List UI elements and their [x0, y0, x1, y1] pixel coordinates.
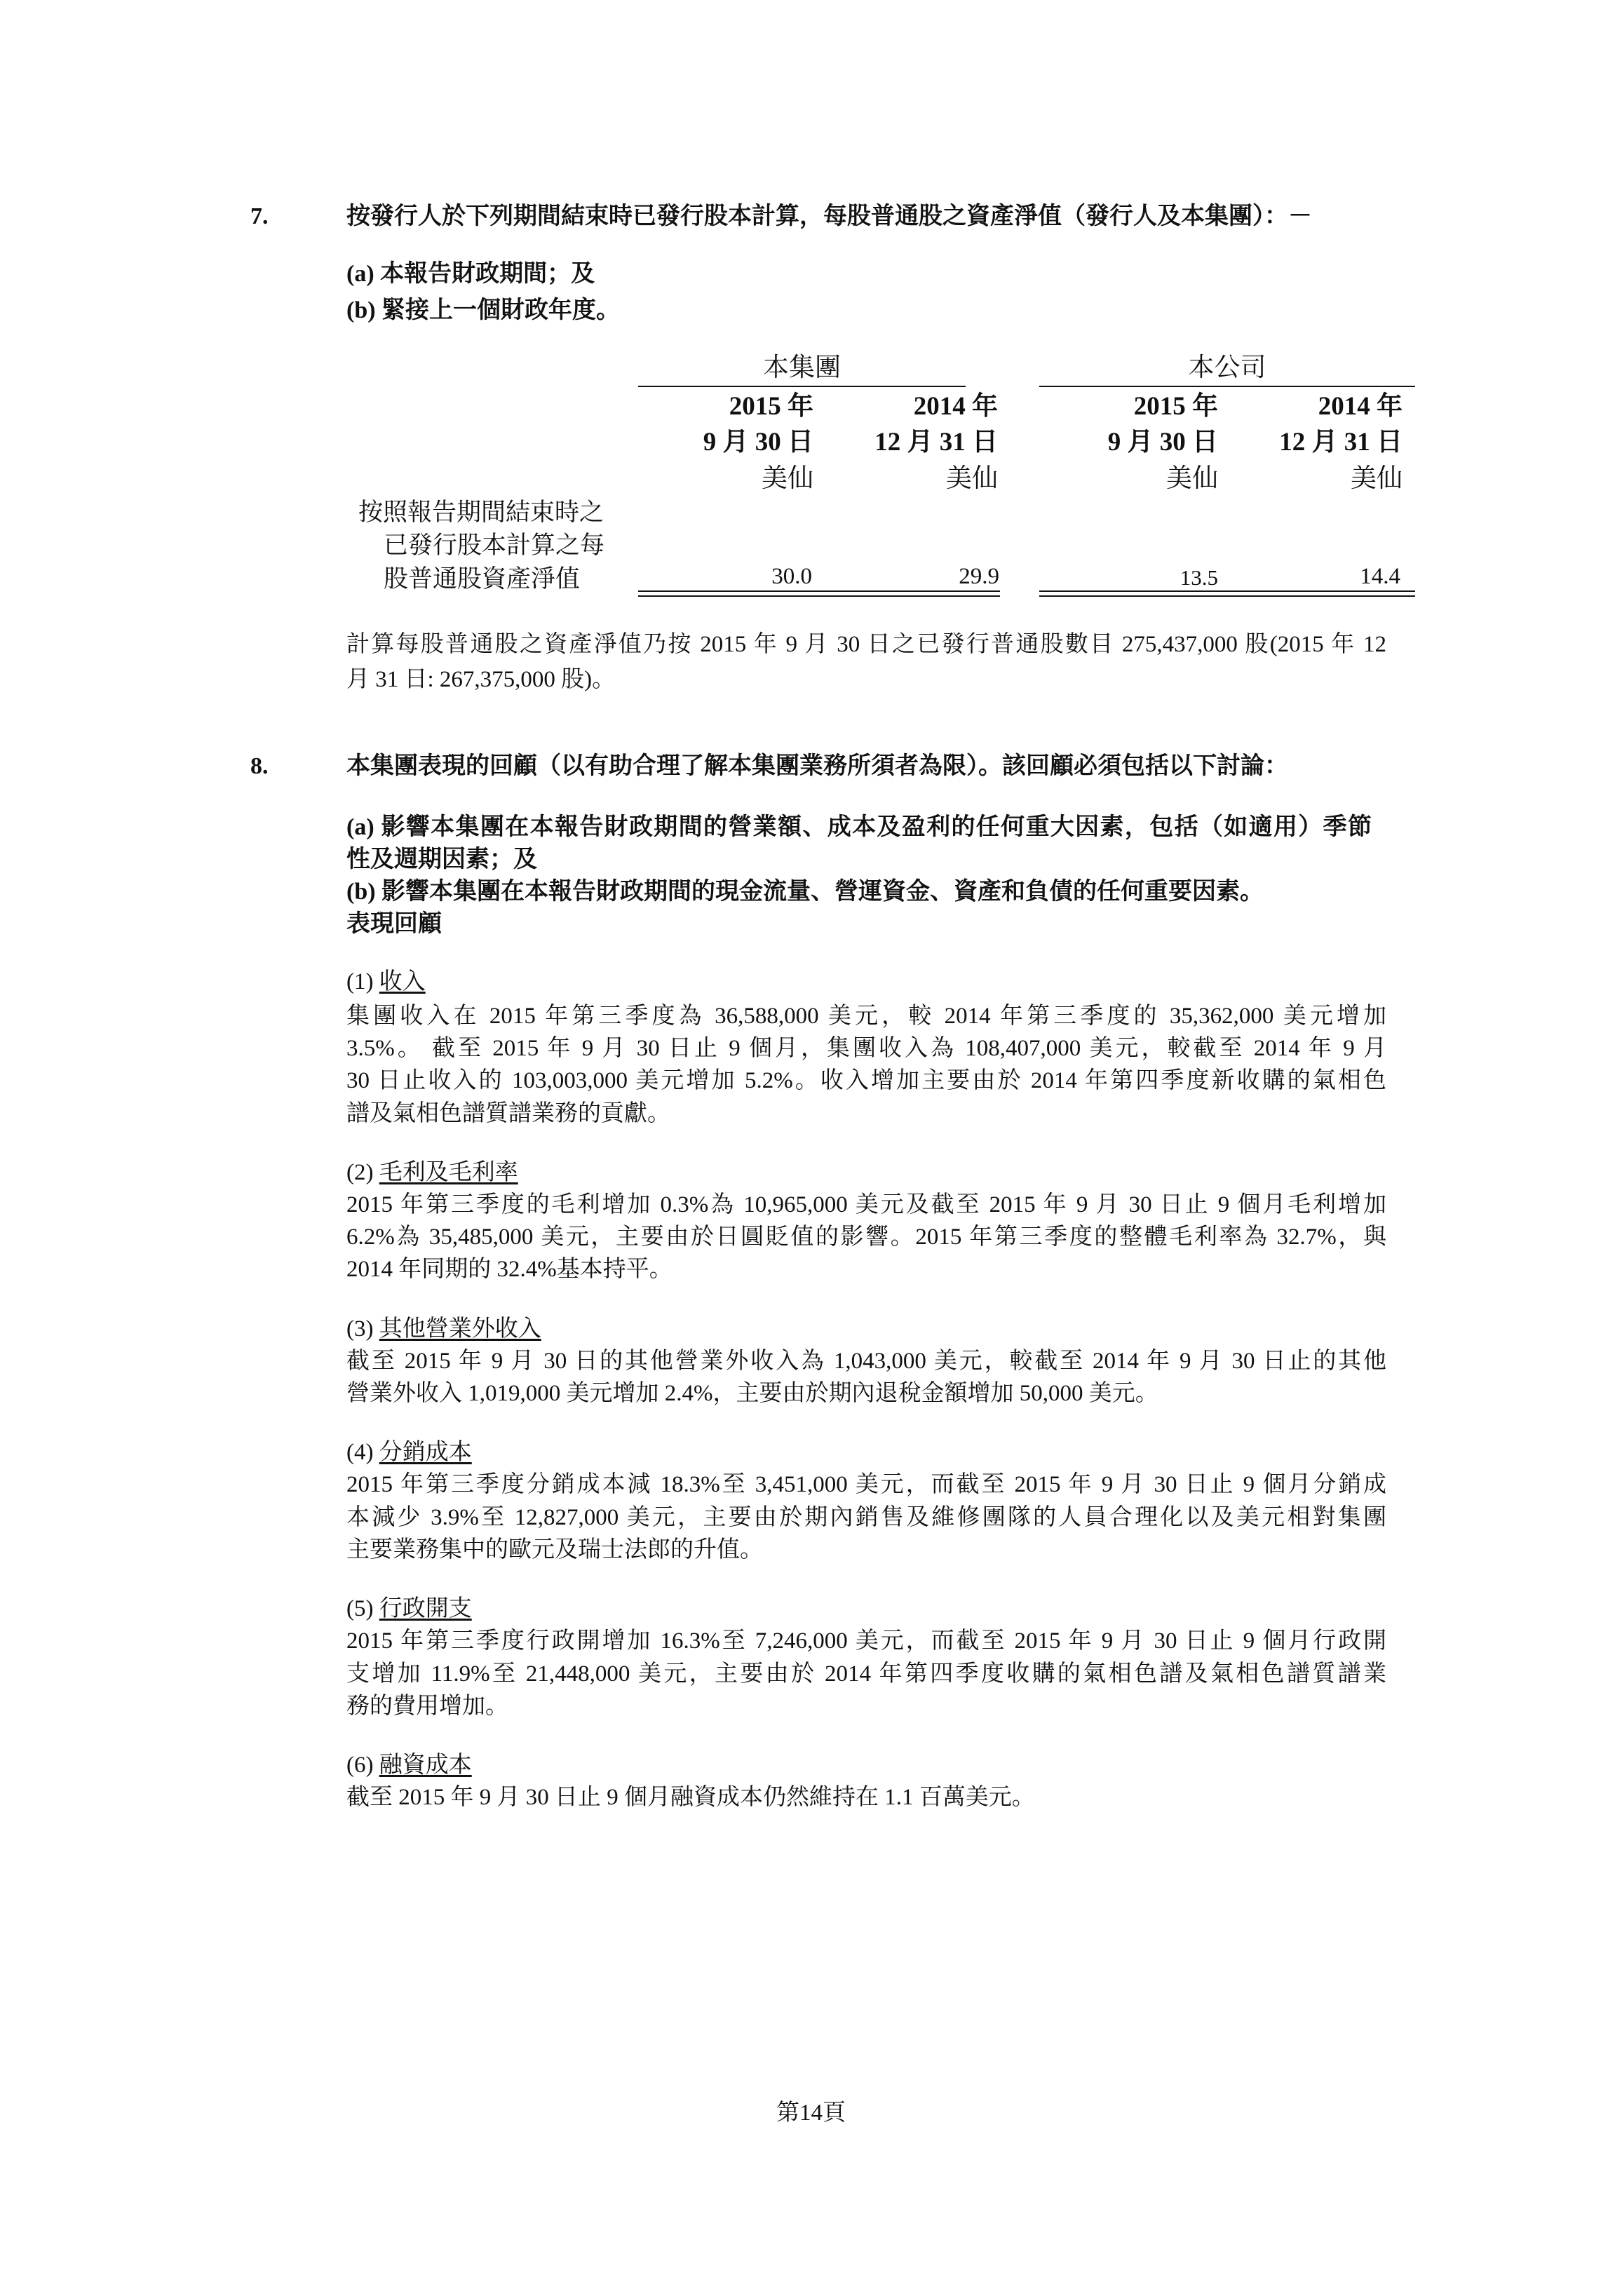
subsection-4-line: 本減少 3.9%至 12,827,000 美元，主要由於期內銷售及維修團隊的人員合理化以及美元相對集團	[346, 1505, 1386, 1530]
subsection-3-line: 營業外收入 1,019,000 美元增加 2.4%，主要由於期內退稅金額增加 50,000 美元。	[346, 1381, 1158, 1406]
group-total-rule-top	[638, 590, 1000, 592]
subsection-title: 其他營業外收入	[379, 1316, 541, 1342]
value-group-2015: 30.0	[771, 564, 812, 589]
subsection-1-line: 集團收入在 2015 年第三季度為 36,588,000 美元，較 2014 年第三季度的 35,362,000 美元增加	[346, 1004, 1386, 1029]
company-total-rule-bottom	[1039, 595, 1415, 597]
subsection-number: (4)	[346, 1440, 374, 1465]
section-8-item-b: (b) 影響本集團在本報告財政期間的現金流量、營運資金、資產和負債的任何重要因素。	[346, 879, 1264, 905]
value-company-2015: 13.5	[1180, 565, 1218, 590]
subsection-1-line: 30 日止收入的 103,003,000 美元增加 5.2%。收入增加主要由於 2014 年第四季度新收購的氣相色	[346, 1068, 1386, 1093]
subsection-1-heading	[346, 966, 1386, 998]
section-7-number: 7.	[250, 203, 269, 229]
table-group-group: 本集團	[763, 353, 841, 382]
subsection-4-line: 主要業務集中的歐元及瑞士法郎的升值。	[346, 1537, 763, 1562]
section-8-number: 8.	[250, 753, 269, 779]
section-8-item-a-line-2: 性及週期因素；及	[346, 846, 537, 872]
subsection-title: 分銷成本	[379, 1440, 472, 1465]
row-label-line-1: 按照報告期間結束時之	[358, 499, 604, 526]
col3-date: 9 月 30 日	[1107, 428, 1218, 457]
col1-date: 9 月 30 日	[703, 428, 813, 457]
col2-year: 2014 年	[913, 392, 998, 421]
row-label-line-2: 已發行股本計算之每	[384, 532, 605, 559]
section-8-item-a-line-1: (a) 影響本集團在本報告財政期間的營業額、成本及盈利的任何重大因素，包括（如適用）季節	[346, 814, 1372, 840]
table-group-company: 本公司	[1188, 353, 1266, 382]
subsection-title: 融資成本	[379, 1753, 472, 1778]
subsection-number: (6)	[346, 1753, 374, 1778]
row-label-line-3: 股普通股資產淨值	[384, 565, 581, 593]
subsection-number: (3)	[346, 1316, 374, 1342]
section-8-heading: 本集團表現的回顧（以有助合理了解本集團業務所須者為限）。該回顧必須包括以下討論：	[346, 753, 1288, 779]
col4-date: 12 月 31 日	[1279, 428, 1403, 457]
page-number: 第14頁	[776, 2100, 846, 2126]
subsection-2-line: 6.2%為 35,485,000 美元，主要由於日圓貶值的影響。2015 年第三季度的整體毛利率為 32.7%，與	[346, 1224, 1386, 1250]
col1-unit: 美仙	[762, 464, 813, 493]
section-7-item-b: (b) 緊接上一個財政年度。	[346, 297, 621, 323]
subsection-2-heading	[346, 1156, 1386, 1189]
review-title: 表現回顧	[346, 911, 442, 937]
section-7-heading: 按發行人於下列期間結束時已發行股本計算，每股普通股之資產淨值（發行人及本集團）：－	[346, 203, 1312, 229]
col4-unit: 美仙	[1351, 464, 1403, 493]
value-group-2014: 29.9	[959, 564, 999, 589]
subsection-4-line: 2015 年第三季度分銷成本減 18.3%至 3,451,000 美元，而截至 2015 年 9 月 30 日止 9 個月分銷成	[346, 1472, 1386, 1497]
subsection-number: (2)	[346, 1160, 374, 1185]
col2-date: 12 月 31 日	[874, 428, 998, 457]
value-company-2014: 14.4	[1360, 564, 1400, 589]
subsection-3-line: 截至 2015 年 9 月 30 日的其他營業外收入為 1,043,000 美元，較截至 2014 年 9 月 30 日止的其他	[346, 1349, 1386, 1374]
section-7-note-line-2: 月 31 日: 267,375,000 股)。	[346, 667, 616, 692]
subsection-number: (1)	[346, 969, 374, 994]
subsection-number: (5)	[346, 1596, 374, 1621]
company-underline	[1039, 386, 1415, 387]
subsection-1-line: 譜及氣相色譜質譜業務的貢獻。	[346, 1101, 670, 1126]
subsection-2-line: 2015 年第三季度的毛利增加 0.3%為 10,965,000 美元及截至 2015 年 9 月 30 日止 9 個月毛利增加	[346, 1192, 1386, 1217]
col2-unit: 美仙	[946, 464, 998, 493]
subsection-4-heading	[346, 1436, 1386, 1468]
company-total-rule-top	[1039, 590, 1415, 592]
subsection-5-line: 支增加 11.9%至 21,448,000 美元，主要由於 2014 年第四季度收購的氣相色譜及氣相色譜質譜業	[346, 1661, 1386, 1687]
subsection-title: 收入	[379, 969, 426, 994]
group-total-rule-bottom	[638, 595, 1000, 597]
col4-year: 2014 年	[1318, 392, 1403, 421]
col3-year: 2015 年	[1133, 392, 1218, 421]
section-7-item-a: (a) 本報告財政期間；及	[346, 261, 595, 287]
subsection-6-line: 截至 2015 年 9 月 30 日止 9 個月融資成本仍然維持在 1.1 百萬美元。	[346, 1785, 1035, 1810]
group-underline	[638, 386, 966, 387]
subsection-2-line: 2014 年同期的 32.4%基本持平。	[346, 1257, 673, 1282]
col3-unit: 美仙	[1166, 464, 1218, 493]
subsection-title: 行政開支	[379, 1596, 472, 1621]
subsection-5-line: 務的費用增加。	[346, 1694, 508, 1719]
subsection-6-heading	[346, 1749, 1386, 1781]
col1-year: 2015 年	[729, 392, 813, 421]
subsection-3-heading	[346, 1313, 1386, 1345]
section-7-note-line-1: 計算每股普通股之資產淨值乃按 2015 年 9 月 30 日之已發行普通股數目 275,437,000 股(2015 年 12	[346, 632, 1386, 657]
subsection-1-line: 3.5%。 截至 2015 年 9 月 30 日止 9 個月，集團收入為 108,407,000 美元，較截至 2014 年 9 月	[346, 1036, 1386, 1061]
subsection-5-line: 2015 年第三季度行政開增加 16.3%至 7,246,000 美元，而截至 2015 年 9 月 30 日止 9 個月行政開	[346, 1628, 1386, 1654]
subsection-5-heading	[346, 1593, 1386, 1625]
subsection-title: 毛利及毛利率	[379, 1160, 518, 1185]
